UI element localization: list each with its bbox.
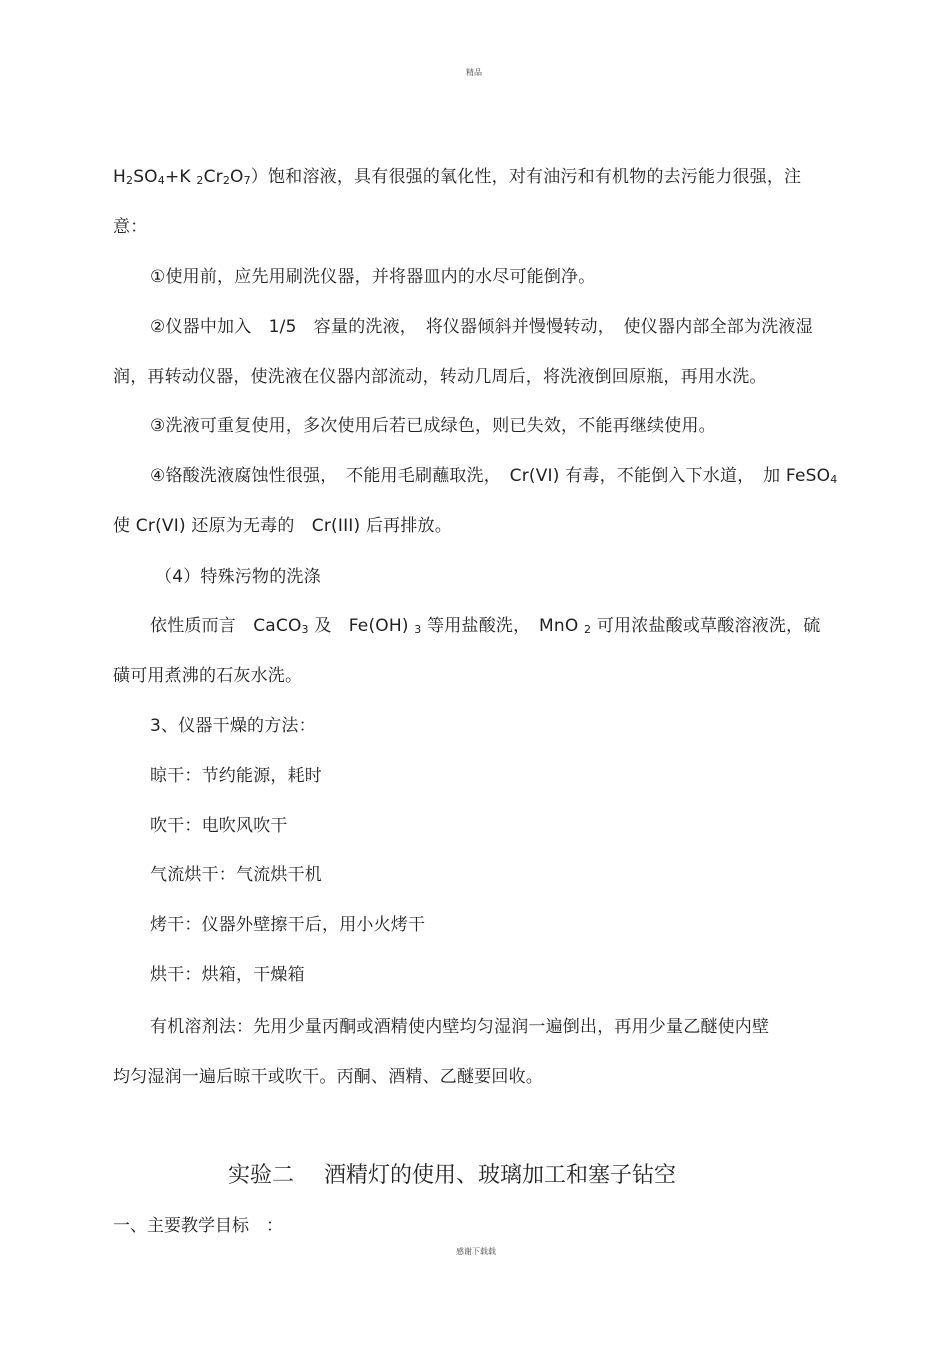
section-heading: 一、主要教学目标 ：	[113, 1216, 283, 1236]
subscript: 4	[830, 473, 838, 486]
paragraph-line: 使 Cr(VI) 还原为无毒的 Cr(III) 后再排放。	[113, 516, 452, 536]
paragraph-line: 烘干：烘箱，干燥箱	[150, 965, 305, 985]
body-text: 等用盐酸洗， MnO	[421, 616, 585, 636]
subscript: 2	[222, 174, 231, 187]
formula-text: +K	[164, 167, 197, 187]
paragraph-line: 气流烘干：气流烘干机	[150, 865, 322, 885]
subscript: 2	[196, 174, 204, 187]
paragraph-line: 有机溶剂法：先用少量丙酮或酒精使内壁均匀湿润一遍倒出，再用少量乙醚使内壁	[150, 1017, 770, 1037]
subscript: 2	[125, 174, 134, 187]
body-text: ）饱和溶液，具有很强的氧化性，对有油污和有机物的去污能力很强，注	[250, 167, 802, 187]
formula-text: Cr	[203, 167, 223, 187]
paragraph-line: 磺可用煮沸的石灰水洗。	[113, 666, 303, 686]
paragraph-line: 吹干：电吹风吹干	[150, 816, 288, 836]
paragraph-line: ③洗液可重复使用，多次使用后若已成绿色，则已失效，不能再继续使用。	[150, 416, 716, 436]
body-text: 依性质而言 CaCO	[150, 616, 302, 636]
chapter-name: 酒精灯的使用、玻璃加工和塞子钻空	[324, 1163, 677, 1188]
formula-text: SO	[133, 167, 158, 187]
paragraph-line	[113, 162, 801, 187]
subscript: 4	[157, 174, 165, 187]
body-text: 及 Fe(OH)	[308, 616, 415, 636]
formula-text: O	[230, 167, 244, 187]
subscript: 3	[414, 623, 422, 636]
subscript: 7	[243, 174, 251, 187]
paragraph-line: （4）特殊污物的洗涤	[155, 567, 321, 587]
paragraph-line: 均匀湿润一遍后晾干或吹干。丙酮、酒精、乙醚要回收。	[113, 1067, 543, 1087]
paragraph-line: 烤干：仪器外壁擦干后，用小火烤干	[150, 915, 426, 935]
paragraph-line: ①使用前，应先用刷洗仪器，并将器皿内的水尽可能倒净。	[150, 267, 596, 287]
page-header: 精品	[466, 68, 482, 77]
body-text: ④铬酸洗液腐蚀性很强， 不能用毛刷蘸取洗， Cr(VI) 有毒，不能倒入下水道， 加 FeSO	[150, 466, 831, 486]
paragraph-line: 润，再转动仪器，使洗液在仪器内部流动，转动几周后，将洗液倒回原瓶，再用水洗。	[113, 367, 767, 387]
page-footer: 感谢下载载	[456, 1247, 496, 1256]
subscript: 3	[301, 623, 309, 636]
paragraph-line: ②仪器中加入 1/5 容量的洗液， 将仪器倾斜并慢慢转动， 使仪器内部全部为洗液湿	[150, 317, 813, 337]
paragraph-line: 3、仪器干燥的方法：	[150, 716, 316, 736]
paragraph-line	[150, 611, 820, 636]
chapter-number: 实验二	[228, 1163, 295, 1188]
subscript: 2	[584, 623, 592, 636]
paragraph-line: 晾干：节约能源，耗时	[150, 766, 322, 786]
paragraph-line: 意：	[113, 217, 148, 237]
chapter-title	[228, 1158, 676, 1189]
formula-text: H	[113, 167, 126, 187]
paragraph-line	[150, 461, 837, 486]
body-text: 可用浓盐酸或草酸溶液洗，硫	[591, 616, 821, 636]
